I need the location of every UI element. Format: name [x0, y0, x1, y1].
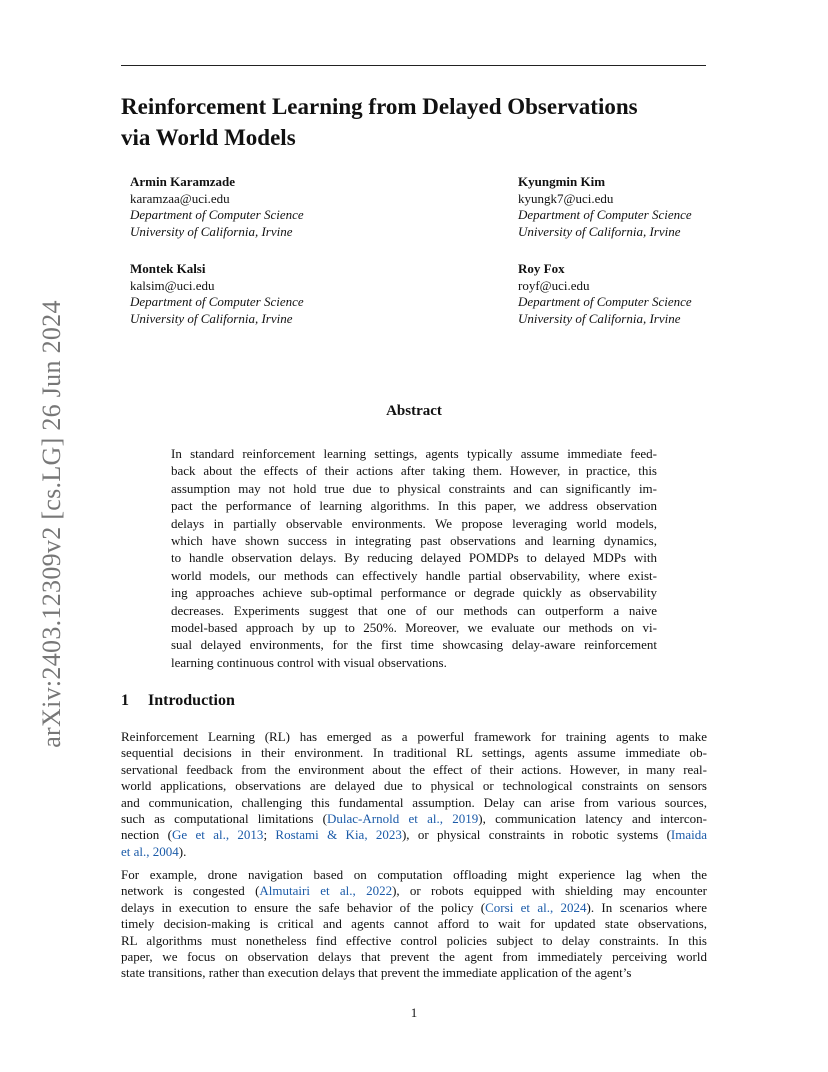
section-title: Introduction [148, 692, 235, 709]
text-line: ing approaches achieve sub-optimal performance or degrade quickly as observability [171, 585, 657, 601]
text-segment: ). In scenarios where [586, 899, 707, 915]
citation-link[interactable]: Dulac-Arnold et al., 2019 [327, 811, 479, 827]
text-line [121, 949, 707, 965]
text-line [121, 827, 707, 843]
citation-link[interactable]: Corsi et al., 2024 [485, 899, 587, 915]
abstract-heading: Abstract [386, 403, 442, 419]
author-block [130, 174, 304, 240]
author-department: Department of Computer Science [518, 294, 692, 309]
text-segment: ), communication latency and intercon- [478, 811, 707, 827]
text-line: assumption may not hold true due to physical constraints and can significantly im- [171, 480, 657, 496]
author-department: Department of Computer Science [130, 207, 304, 222]
text-segment: ; [263, 827, 276, 843]
text-line: model-based approach by up to 250%. Moreover, we evaluate our methods on vi- [171, 620, 657, 636]
text-line: back about the effects of their actions after taking them. However, in practice, this [171, 463, 657, 479]
title-line: Reinforcement Learning from Delayed Observations [121, 94, 638, 119]
author-department: Department of Computer Science [130, 294, 304, 309]
text-line: which have shown success in integrating past observations and learning dynamics, [171, 533, 657, 549]
text-segment: network is congested ( [121, 883, 260, 899]
text-line: In standard reinforcement learning settings, agents typically assume immediate feed- [171, 446, 657, 461]
citation-link[interactable]: Ge et al., 2013 [171, 827, 264, 843]
author-department: Department of Computer Science [518, 207, 692, 222]
page-number: 1 [410, 1005, 418, 1020]
text-line [121, 762, 707, 778]
top-rule [121, 65, 706, 66]
text-segment: servational feedback from the environment about the effect of their actions. However, in many real- [121, 761, 707, 777]
author-email[interactable]: royf@uci.edu [518, 277, 590, 293]
text-line [121, 795, 707, 811]
text-line: pact the performance of learning algorithms. In this paper, we address observation [171, 498, 657, 514]
text-segment: ), or physical constraints in robotic systems ( [401, 827, 671, 843]
text-line: to handle observation delays. By reducing delayed POMDPs to delayed MDPs with [171, 550, 657, 566]
text-segment: and communication, challenging this fundamental assumption. Delay can arise from various sources, [121, 794, 707, 810]
text-line: world models, our methods can effectively handle partial observability, where exist- [171, 567, 657, 583]
text-line [121, 844, 707, 860]
arxiv-identifier: arXiv:2403.12309v2 [cs.LG] 26 Jun 2024 [37, 300, 66, 748]
author-name: Kyungmin Kim [518, 174, 606, 189]
section-number: 1 [121, 692, 129, 709]
author-name: Roy Fox [518, 261, 565, 276]
author-email[interactable]: kyungk7@uci.edu [518, 190, 614, 206]
citation-link[interactable]: Rostami & Kia, 2023 [275, 827, 402, 843]
text-segment: sequential decisions in their environment. In traditional RL settings, agents assume immediate ob- [121, 745, 707, 761]
text-segment: state transitions, rather than execution delays that prevent the immediate application of the agent’s [121, 965, 632, 981]
citation-link[interactable]: et al., 2004 [121, 843, 179, 859]
section-heading [121, 692, 235, 710]
text-line [121, 778, 707, 794]
author-email[interactable]: karamzaa@uci.edu [130, 190, 230, 206]
author-university: University of California, Irvine [518, 310, 681, 326]
text-line [121, 883, 707, 899]
text-line: learning continuous control with visual observations. [171, 654, 447, 670]
text-segment: nection ( [121, 827, 172, 843]
text-line: delays in partially observable environments. We propose leveraging world models, [171, 515, 657, 531]
intro-paragraph [121, 729, 707, 860]
text-line [121, 729, 707, 745]
text-line [121, 965, 707, 981]
author-block [130, 261, 304, 327]
text-segment: For example, drone navigation based on computation offloading might experience lag when the [121, 867, 707, 882]
title-line: via World Models [121, 125, 296, 150]
text-segment: delays in execution to ensure the safe behavior of the policy ( [121, 899, 486, 915]
text-segment: such as computational limitations ( [121, 811, 328, 827]
text-segment: ), or robots equipped with shielding may encounter [392, 883, 707, 899]
text-segment: world applications, observations are delayed due to physical or technological constraints on sensors [121, 778, 707, 794]
author-email[interactable]: kalsim@uci.edu [130, 277, 215, 293]
text-line [121, 933, 707, 949]
text-segment: ). [178, 843, 187, 859]
text-line: decreases. Experiments suggest that one of our methods can outperform a naive [171, 602, 657, 618]
text-line [121, 900, 707, 916]
author-university: University of California, Irvine [130, 310, 293, 326]
text-segment: timely decision-making is critical and agents cannot afford to wait for updated state observations, [121, 916, 707, 932]
citation-link[interactable]: Imaida [670, 827, 707, 843]
text-line [121, 867, 707, 883]
author-block [518, 261, 692, 327]
text-line [121, 916, 707, 932]
abstract-text [171, 445, 657, 671]
intro-paragraph [121, 867, 707, 982]
citation-link[interactable]: Almutairi et al., 2022 [259, 883, 393, 899]
author-block [518, 174, 692, 240]
paper-title [121, 91, 721, 153]
text-line [121, 811, 707, 827]
author-university: University of California, Irvine [518, 223, 681, 239]
author-university: University of California, Irvine [130, 223, 293, 239]
text-line: sual delayed environments, for the first time showcasing delay-aware reinforcement [171, 637, 657, 653]
text-segment: Reinforcement Learning (RL) has emerged as a powerful framework for training agents to make [121, 729, 707, 744]
text-segment: paper, we focus on observation delays that prevent the agent from immediately perceiving world [121, 949, 707, 965]
author-name: Montek Kalsi [130, 261, 206, 276]
text-segment: RL algorithms must nonetheless find effective control policies subject to delay constraints. In this [121, 932, 707, 948]
text-line [121, 745, 707, 761]
author-name: Armin Karamzade [130, 174, 236, 189]
